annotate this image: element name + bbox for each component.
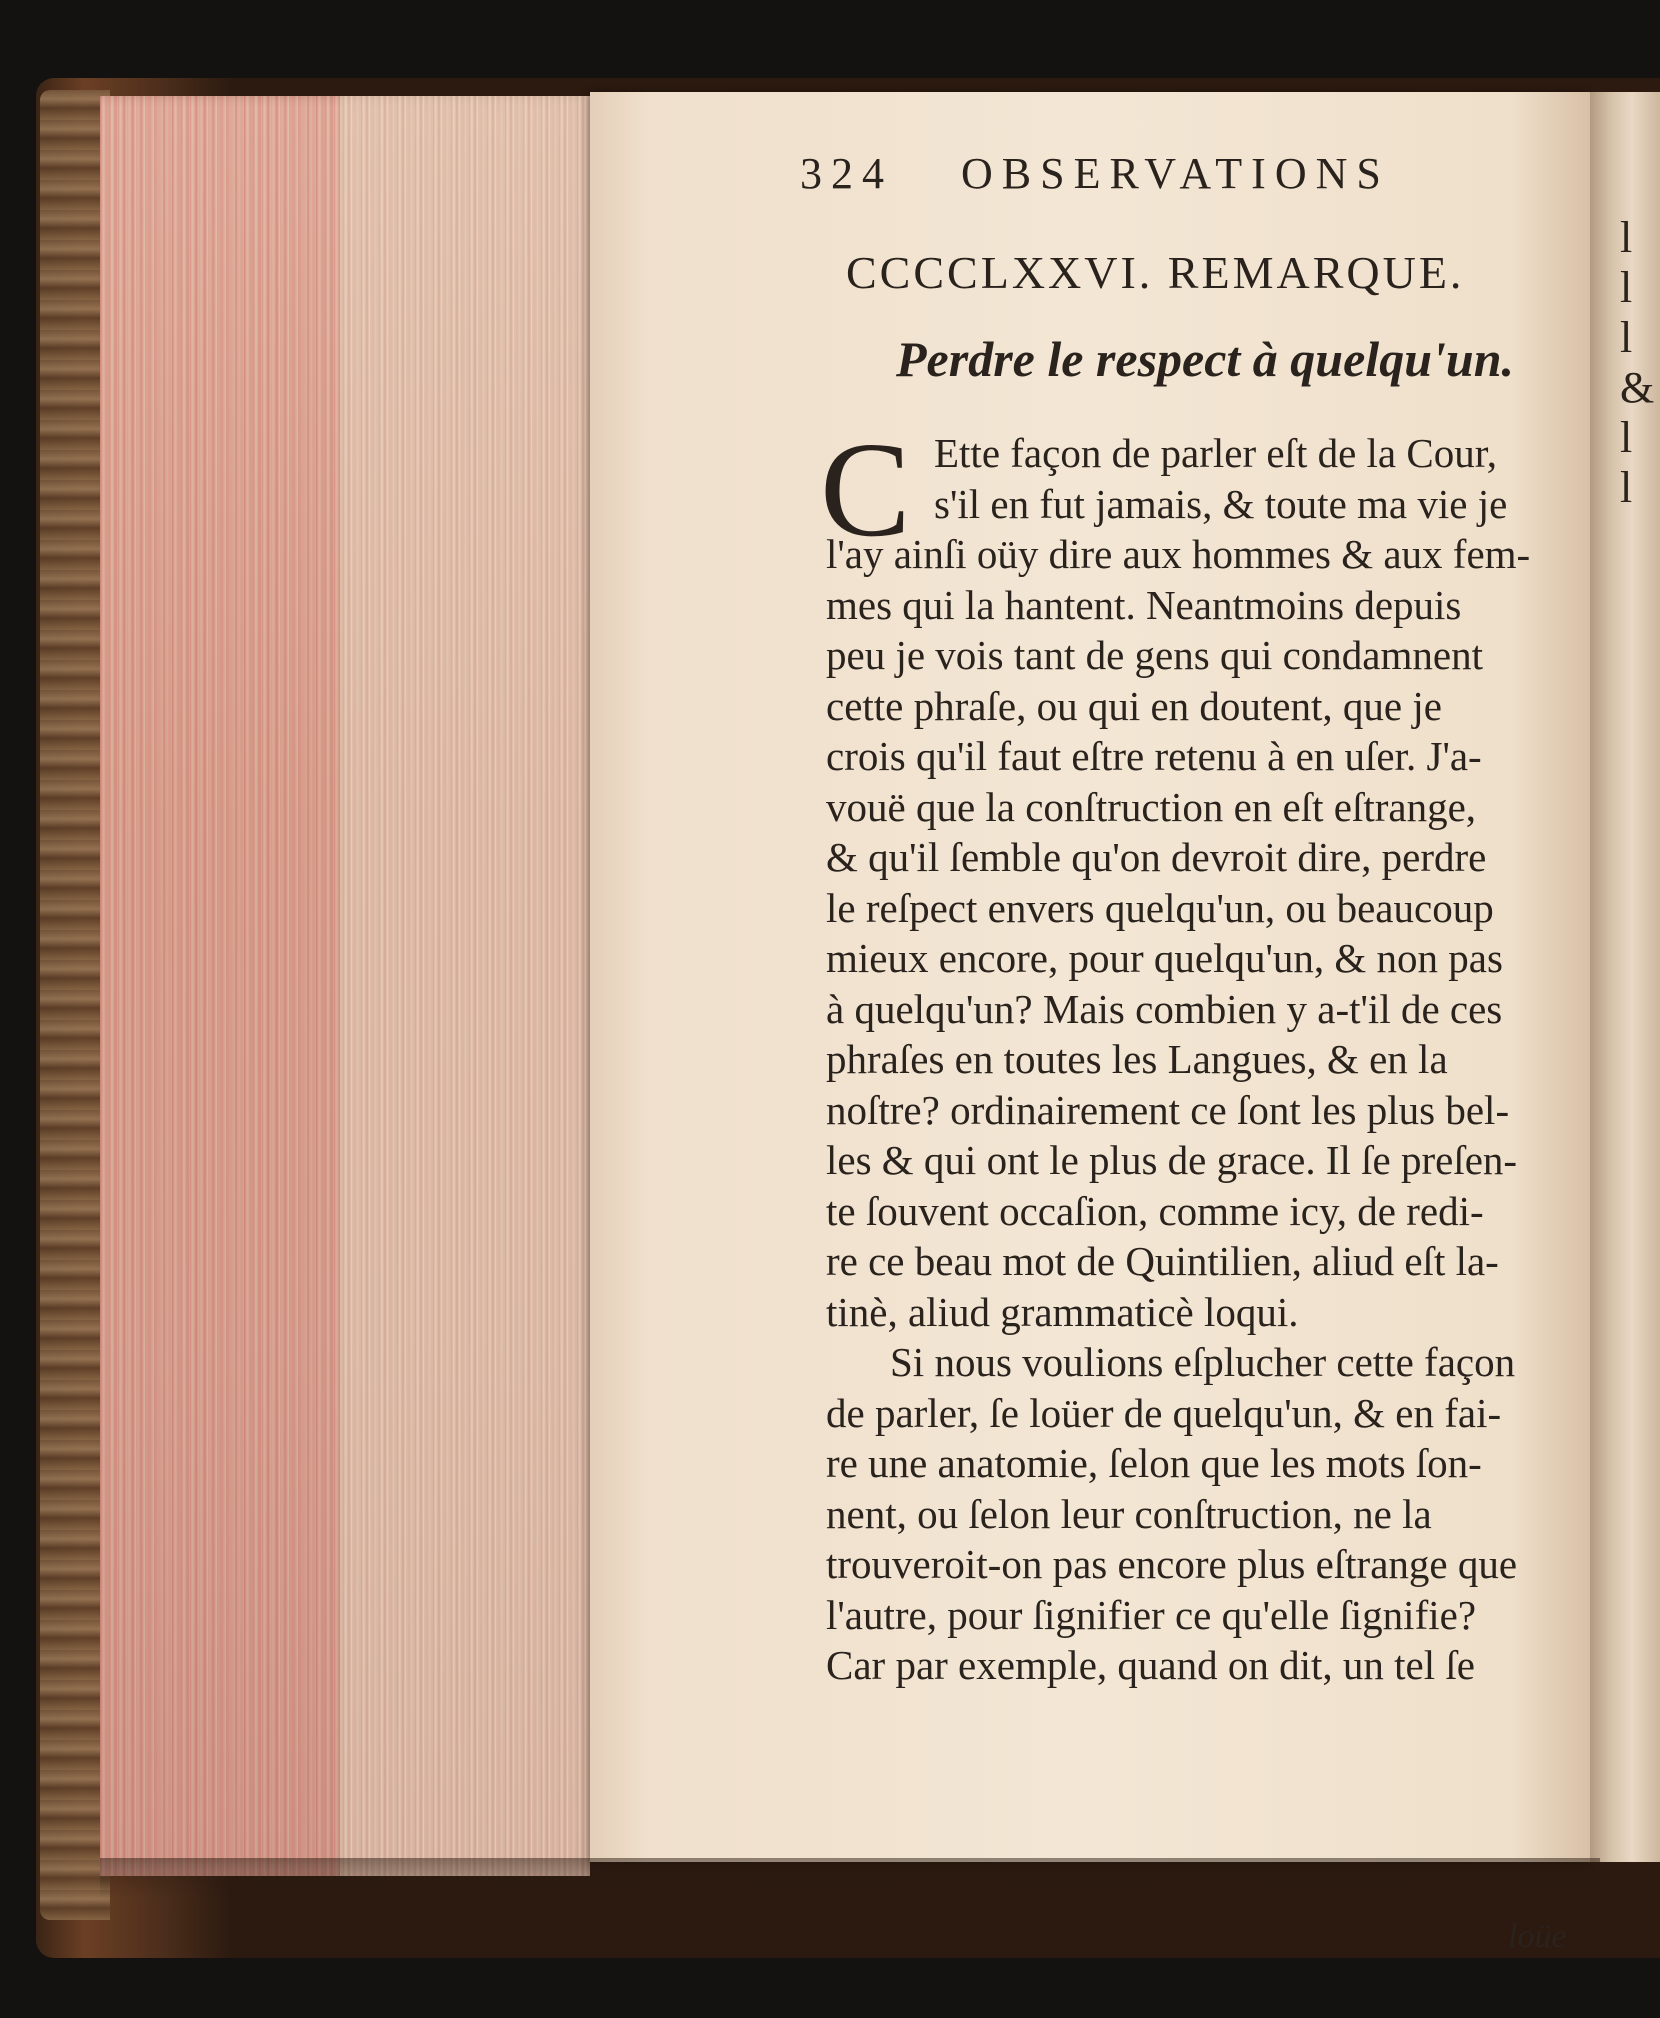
running-head-title: OBSERVATIONS: [961, 149, 1390, 198]
drop-cap: C: [820, 415, 911, 565]
next-page-glyph: &: [1620, 363, 1655, 412]
next-page-glyph: l: [1620, 313, 1633, 362]
text-line: phraſes en toutes les Langues, & en la: [826, 1036, 1448, 1082]
catchword: loüe: [1508, 1918, 1567, 1955]
next-page-glyph: l: [1620, 463, 1633, 512]
text-line: l'ay ainſi oüy dire aux hommes & aux fem-: [826, 531, 1531, 577]
text-line: les & qui ont le plus de grace. Il ſe preſen-: [826, 1137, 1518, 1183]
text-line: cette phraſe, ou qui en doutent, que je: [826, 682, 1442, 729]
text-line: l'autre, pour ſignifier ce qu'elle ſignifie?: [826, 1591, 1477, 1638]
text-line: peu je vois tant de gens qui condamnent: [826, 632, 1483, 678]
text-line: & qu'il ſemble qu'on devroit dire, perdre: [826, 834, 1487, 880]
text-line: nent, ou ſelon leur conſtruction, ne la: [826, 1490, 1432, 1537]
text-line: Si nous voulions eſplucher cette façon: [890, 1339, 1516, 1385]
text-line: re une anatomie, ſelon que les mots ſon-: [826, 1440, 1482, 1486]
text-line: mieux encore, pour quelqu'un, & non pas: [826, 935, 1503, 981]
text-line: re ce beau mot de Quintilien, aliud eſt la-: [826, 1238, 1499, 1284]
text-line: Car par exemple, quand on dit, un tel ſe: [826, 1642, 1475, 1688]
text-line: te ſouvent occaſion, comme icy, de redi-: [826, 1187, 1484, 1234]
remark-title: Perdre le respect à quelqu'un.: [896, 331, 1515, 387]
red-sprinkled-edges: [100, 96, 340, 1876]
text-line: mes qui la hantent. Neantmoins depuis: [826, 581, 1462, 628]
text-line: le reſpect envers quelqu'un, ou beaucoup: [826, 884, 1494, 931]
next-page-glyph: l: [1620, 263, 1633, 312]
cream-page-edges: [340, 96, 590, 1876]
text-line: Ette façon de parler eſt de la Cour,: [934, 430, 1497, 476]
remark-heading: CCCCLXXVI. REMARQUE.: [846, 247, 1465, 298]
text-line: tinè, aliud grammaticè loqui.: [826, 1288, 1299, 1335]
text-line: s'il en fut jamais, & toute ma vie je: [934, 480, 1508, 527]
text-line: vouë que la conſtruction en eſt eſtrange,: [826, 783, 1477, 830]
next-page-glyph: l: [1620, 213, 1633, 262]
text-line: à quelqu'un? Mais combien y a-t'il de ces: [826, 985, 1503, 1032]
text-line: trouveroit-on pas encore plus eſtrange que: [826, 1541, 1518, 1587]
bottom-shadow: [100, 1858, 1600, 1898]
page-number: 324: [800, 149, 893, 198]
running-head: [800, 148, 1480, 199]
text-line: crois qu'il faut eſtre retenu à en uſer. J'a-: [826, 733, 1482, 779]
body-text: [826, 428, 1546, 1691]
page-edges: [100, 96, 590, 1876]
text-line: noſtre? ordinairement ce ſont les plus bel-: [826, 1086, 1510, 1133]
next-page-glyph: l: [1620, 413, 1633, 462]
next-page-strip: [1600, 92, 1660, 1862]
text-line: de parler, ſe loüer de quelqu'un, & en fai-: [826, 1389, 1502, 1436]
